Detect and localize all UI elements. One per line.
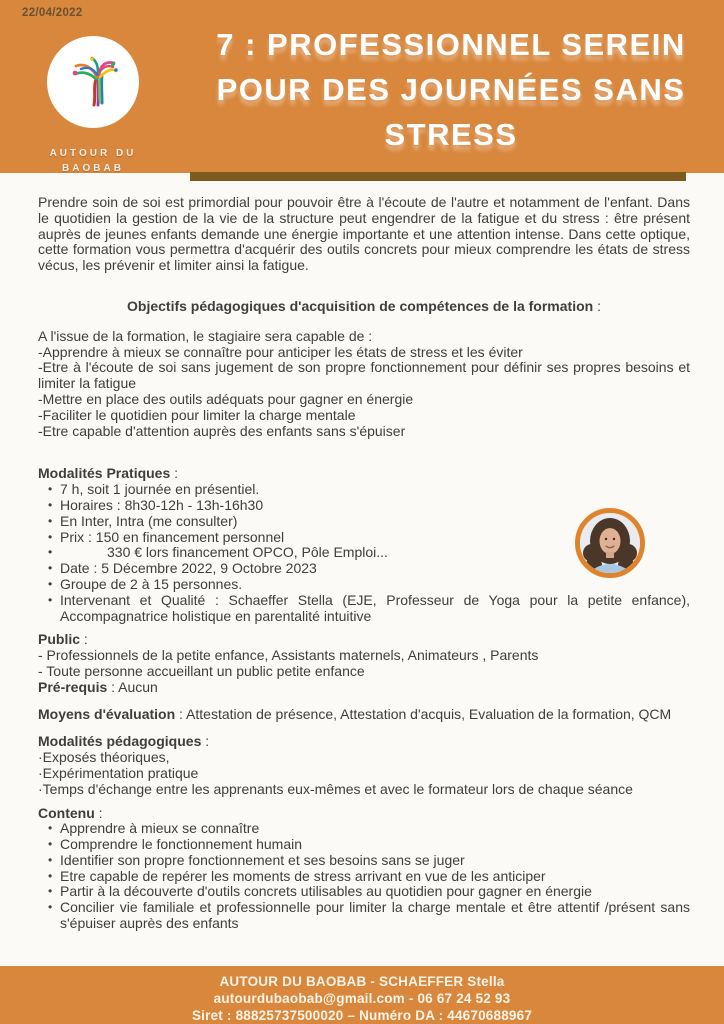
public-heading-colon: : <box>80 631 88 648</box>
list-item-text: Date : 5 Décembre 2022, 9 Octobre 2023 <box>60 560 317 577</box>
pedagogiques-item: ·Expérimentation pratique <box>38 764 199 781</box>
list-item-text: Concilier vie familiale et professionnelle pour limiter la charge mentale et être attentif /présent sans s'épuiser auprès des enfants <box>60 899 690 932</box>
prerequis-line <box>38 680 690 696</box>
list-item <box>38 593 690 625</box>
objectives-list <box>38 345 690 440</box>
contenu-heading <box>38 806 690 822</box>
baobab-tree-icon <box>66 53 120 112</box>
list-item-text: Prix : 150 en financement personnel <box>60 528 285 545</box>
list-item <box>38 577 690 593</box>
page-title <box>205 22 697 157</box>
contenu-heading-colon: : <box>94 804 103 821</box>
list-item <box>38 884 690 900</box>
objective-item: -Etre à l'écoute de soi sans jugement de son propre fonctionnement pour définir ses propres besoins et limiter la fatigue <box>38 359 690 392</box>
pedagogiques-heading-text: Modalités pédagogiques <box>38 733 202 750</box>
title-line-2: POUR DES JOURNÉES SANS <box>216 72 686 107</box>
contenu-list <box>38 821 690 932</box>
list-item-text: Groupe de 2 à 15 personnes. <box>60 575 243 592</box>
intro-paragraph: Prendre soin de soi est primordial pour pouvoir être à l'écoute de l'autre et notamment de l'enfant. Dans le quotidien la gestion de la vie de la structure peut engendrer de la fatigue et du stress : être présent auprès de jeunes enfants demande une énergie importante et une attention intense. Dans cette optique, cette formation vous permettra d'acquérir des outils concrets pour mieux comprendre les états de stress vécus, les prévenir et limiter ainsi la fatigue. <box>38 194 690 274</box>
objective-item: -Mettre en place des outils adéquats pour gagner en énergie <box>38 390 414 407</box>
trainer-photo <box>575 508 645 578</box>
list-item-text: 330 € lors financement OPCO, Pôle Emploi... <box>107 544 388 561</box>
list-item-text: Intervenant et Qualité : Schaeffer Stella (EJE, Professeur de Yoga pour la petite enfance), Accompagnatrice holistique en parentalité intuitive <box>60 591 690 624</box>
modalites-pratiques-heading-colon: : <box>170 465 179 482</box>
list-item-text: Horaires : 8h30-12h - 13h-16h30 <box>60 496 264 513</box>
list-item <box>38 837 690 853</box>
prerequis-value: : Aucun <box>107 678 158 695</box>
modalites-pratiques-heading <box>38 466 690 482</box>
pedagogiques-heading-colon: : <box>201 733 210 750</box>
public-heading <box>38 632 690 648</box>
list-item-text: En Inter, Intra (me consulter) <box>60 512 238 529</box>
brand-name <box>13 146 173 176</box>
modalites-pratiques-heading-text: Modalités Pratiques <box>38 465 171 482</box>
prerequis-label: Pré-requis <box>38 678 108 695</box>
pedagogiques-item: ·Exposés théoriques, <box>38 749 170 766</box>
list-item-text: Partir à la découverte d'outils concrets utilisables au quotidien pour gagner en énergie <box>60 883 592 900</box>
footer-banner <box>0 966 724 1024</box>
document-date: 22/04/2022 <box>22 7 83 19</box>
list-item <box>38 482 690 498</box>
title-line-3: STRESS <box>384 117 518 152</box>
list-item-text: Comprendre le fonctionnement humain <box>60 836 303 853</box>
evaluation-value: : Attestation de présence, Attestation d'acquis, Evaluation de la formation, QCM <box>175 705 672 722</box>
evaluation-label: Moyens d'évaluation <box>38 705 176 722</box>
title-line-1: 7 : PROFESSIONNEL SEREIN <box>216 27 686 62</box>
public-item: - Toute personne accueillant un public petite enfance <box>38 662 365 679</box>
list-item <box>38 869 690 885</box>
list-item <box>38 821 690 837</box>
objectives-intro: A l'issue de la formation, le stagiaire sera capable de : <box>38 327 373 344</box>
brand-line-2: BAOBAB <box>62 163 124 174</box>
list-item <box>38 853 690 869</box>
header-banner <box>0 0 724 173</box>
list-item-text: 7 h, soit 1 journée en présentiel. <box>60 481 260 498</box>
objective-item: -Etre capable d'attention auprès des enfants sans s'épuiser <box>38 422 406 439</box>
brand-line-1: AUTOUR DU <box>49 148 137 159</box>
list-item-text: Identifier son propre fonctionnement et ses besoins sans se juger <box>60 851 465 868</box>
evaluation-line <box>38 707 690 723</box>
objectives-heading-colon: : <box>593 297 601 314</box>
public-heading-text: Public <box>38 631 81 648</box>
objectives-heading-text: Objectifs pédagogiques d'acquisition de compétences de la formation <box>127 297 594 314</box>
brand-logo <box>47 36 139 128</box>
trainer-portrait-graphic <box>580 513 640 573</box>
footer-company-line: AUTOUR DU BAOBAB - SCHAEFFER Stella <box>219 974 505 989</box>
footer-legal-line: Siret : 88825737500020 – Numéro DA : 44670688967 <box>191 1008 533 1023</box>
contenu-heading-text: Contenu <box>38 804 95 821</box>
accent-bar <box>190 172 686 181</box>
objective-item: -Faciliter le quotidien pour limiter la charge mentale <box>38 406 356 423</box>
pedagogiques-item: ·Temps d'échange entre les apprenants eux-mêmes et avec le formateur lors de chaque séance <box>38 780 633 797</box>
objective-item: -Apprendre à mieux se connaître pour anticiper les états de stress et les éviter <box>38 343 523 360</box>
objectives-heading <box>38 299 690 315</box>
footer-contact-line: autourdubaobab@gmail.com - 06 67 24 52 93 <box>213 991 511 1006</box>
public-item: - Professionnels de la petite enfance, Assistants maternels, Animateurs , Parents <box>38 647 539 664</box>
list-item <box>38 900 690 932</box>
pedagogiques-heading <box>38 734 690 750</box>
list-item-text: Etre capable de repérer les moments de stress arrivant en vue de les anticiper <box>60 867 546 884</box>
list-item-text: Apprendre à mieux se connaître <box>60 820 260 837</box>
